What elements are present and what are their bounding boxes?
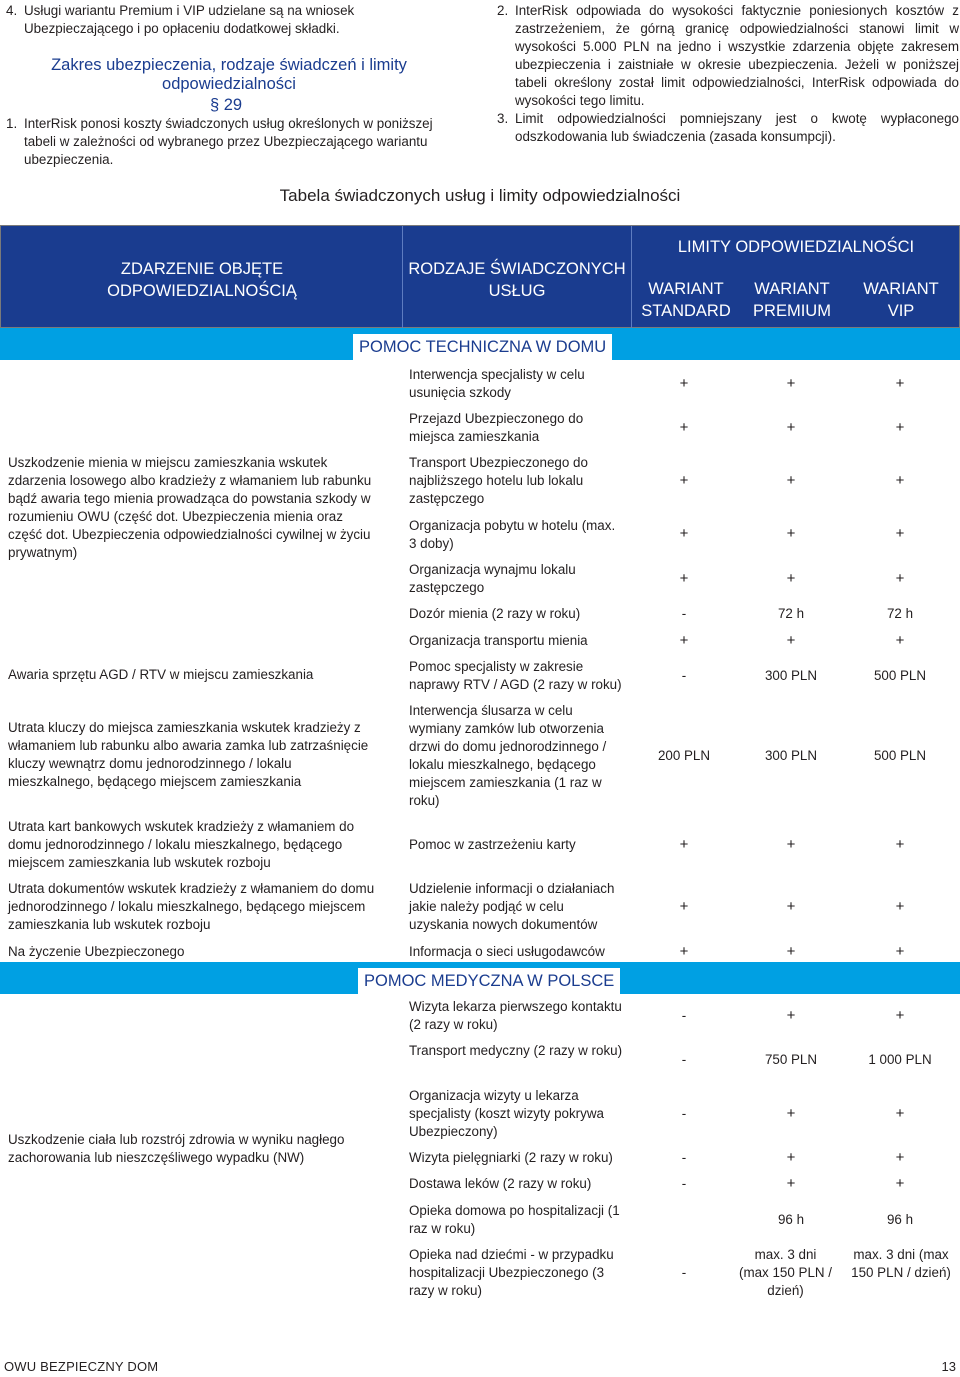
value-vip: + <box>895 525 905 542</box>
service-cell: Organizacja transportu mienia <box>409 633 588 648</box>
service-cell: Transport Ubezpieczonego do najbliższego hotelu lub lokalu zastępczego <box>409 455 588 506</box>
table-header <box>0 225 960 328</box>
intro-item-1-text: InterRisk ponosi koszty świadczonych usług określonych w poniższej tabeli w zależności od wybranego przez Ubezpieczającego wariantu ubezpieczenia. <box>24 116 433 167</box>
service-cell: Wizyta pielęgniarki (2 razy w roku) <box>409 1150 613 1165</box>
value-premium: + <box>786 632 796 649</box>
intro-right-column <box>497 2 959 146</box>
service-cell: Przejazd Ubezpieczonego do miejsca zamieszkania <box>409 411 584 444</box>
section-heading: Zakres ubezpieczenia, rodzaje świadczeń i limity odpowiedzialności <box>51 56 407 93</box>
value-premium: 750 PLN <box>764 1052 818 1067</box>
header-divider <box>631 226 632 329</box>
value-premium: max. 3 dni (max 150 PLN / dzień) <box>738 1247 833 1298</box>
value-premium: + <box>786 898 796 915</box>
section-band-medical <box>0 962 960 994</box>
value-standard: 200 PLN <box>657 748 711 763</box>
value-vip: + <box>895 943 905 960</box>
intro-item-3-text: Limit odpowiedzialności pomniejszany jest o kwotę wypłaconego odszkodowania lub świadczenia (zasada konsumpcji). <box>515 111 959 144</box>
value-vip: + <box>895 836 905 853</box>
value-standard: - <box>681 1106 687 1121</box>
value-vip: 96 h <box>886 1212 914 1227</box>
value-premium: + <box>786 1105 796 1122</box>
value-vip: + <box>895 632 905 649</box>
event-appliance-failure: Awaria sprzętu AGD / RTV w miejscu zamieszkania <box>8 667 314 682</box>
value-standard: - <box>681 1265 687 1280</box>
value-standard: + <box>679 898 689 915</box>
value-premium: + <box>786 1175 796 1192</box>
event-property-damage: Uszkodzenie mienia w miejscu zamieszkania wskutek zdarzenia losowego albo kradzieży z włamaniem lub rabunku bądź awaria tego mienia prowadząca do powstania szkody w rozumieniu OWU (część dot. Ubezpieczenia mienia oraz część dot. Ubezpieczenia odpowiedzialności cywilnej w życiu prywatnym) <box>8 455 372 560</box>
value-premium: 300 PLN <box>764 668 818 683</box>
value-vip: 500 PLN <box>873 668 927 683</box>
event-lost-documents: Utrata dokumentów wskutek kradzieży z włamaniem do domu jednorodzinnego / lokalu mieszkalnego, będącego miejscem zamieszkania lub wskutek rozboju <box>8 881 375 932</box>
value-premium: + <box>786 943 796 960</box>
footer-page-number: 13 <box>941 1359 956 1374</box>
value-vip: + <box>895 472 905 489</box>
value-standard: + <box>679 836 689 853</box>
section-band-technical <box>0 328 960 360</box>
value-vip: + <box>895 1175 905 1192</box>
intro-item-2-number: 2. <box>497 3 509 18</box>
header-event: ZDARZENIE OBJĘTE ODPOWIEDZIALNOŚCIĄ <box>107 260 297 300</box>
value-premium: + <box>786 1149 796 1166</box>
header-standard: WARIANT STANDARD <box>641 280 731 320</box>
value-vip: + <box>895 1105 905 1122</box>
service-cell: Udzielenie informacji o działaniach jakie należy podjąć w celu uzyskania nowych dokumentów <box>409 881 615 932</box>
service-cell: Opieka nad dziećmi - w przypadku hospitalizacji Ubezpieczonego (3 razy w roku) <box>409 1247 614 1298</box>
section-label-medical: POMOC MEDYCZNA W POLSCE <box>358 968 620 994</box>
value-vip: 500 PLN <box>873 748 927 763</box>
value-premium: + <box>786 472 796 489</box>
service-cell: Opieka domowa po hospitalizacji (1 raz w roku) <box>409 1203 620 1236</box>
header-divider <box>402 226 403 329</box>
header-vip: WARIANT VIP <box>863 280 939 320</box>
service-cell: Interwencja specjalisty w celu usunięcia szkody <box>409 367 585 400</box>
intro-section <box>0 2 960 167</box>
intro-item-4-number: 4. <box>6 3 18 18</box>
service-cell: Informacja o sieci usługodawców <box>409 944 605 959</box>
value-standard: - <box>681 1176 687 1191</box>
section-number: § 29 <box>209 96 243 114</box>
value-standard: - <box>681 1150 687 1165</box>
service-cell: Organizacja wynajmu lokalu zastępczego <box>409 562 576 595</box>
intro-item-2-text: InterRisk odpowiada do wysokości faktycznie poniesionych kosztów z zastrzeżeniem, że górną granicę odpowiedzialności stanowi limit w wysokości 5.000 PLN na jedno i wszystkie zdarzenia objęte zakresem ubezpieczenia i zaistniałe w okresie ubezpieczenia. Jeżeli w poniższej tabeli określony został limit odpowiedzialności, InterRisk odpowiada do wysokości tego limitu. <box>515 3 959 108</box>
value-vip: + <box>895 419 905 436</box>
value-standard: + <box>679 419 689 436</box>
value-standard: - <box>681 1052 687 1067</box>
service-cell: Pomoc w zastrzeżeniu karty <box>409 837 576 852</box>
section-label-technical: POMOC TECHNICZNA W DOMU <box>353 334 612 360</box>
value-standard: + <box>679 570 689 587</box>
value-vip: 72 h <box>886 606 914 621</box>
value-standard: - <box>681 606 687 621</box>
value-standard: + <box>679 632 689 649</box>
footer-document-name: OWU BEZPIECZNY DOM <box>4 1359 159 1374</box>
value-vip: 1 000 PLN <box>868 1052 932 1067</box>
service-cell: Dostawa leków (2 razy w roku) <box>409 1176 592 1191</box>
service-cell: Organizacja pobytu w hotelu (max. 3 doby) <box>409 518 616 551</box>
value-premium: + <box>786 375 796 392</box>
intro-left-column <box>6 2 466 169</box>
table-title: Tabela świadczonych usług i limity odpowiedzialności <box>279 186 681 205</box>
service-cell: Pomoc specjalisty w zakresie naprawy RTV / AGD (2 razy w roku) <box>409 659 622 692</box>
header-premium: WARIANT PREMIUM <box>753 280 831 320</box>
intro-item-1-number: 1. <box>6 116 18 131</box>
event-health-damage: Uszkodzenie ciała lub rozstrój zdrowia w wyniku nagłego zachorowania lub nieszczęśliwego wypadku (NW) <box>8 1132 345 1165</box>
value-standard: - <box>681 1008 687 1023</box>
event-lost-keys: Utrata kluczy do miejsca zamieszkania wskutek kradzieży z włamaniem lub rabunku albo awaria zamka lub zatrzaśnięcie kluczy wewnątrz domu jednorodzinnego / lokalu mieszkalnego, będącego miejscem zamieszkania <box>8 720 369 789</box>
service-cell: Wizyta lekarza pierwszego kontaktu (2 razy w roku) <box>409 999 622 1032</box>
value-premium: + <box>786 1007 796 1024</box>
value-standard: + <box>679 472 689 489</box>
intro-item-4-text: Usługi wariantu Premium i VIP udzielane są na wniosek Ubezpieczającego i po opłaceniu dodatkowej składki. <box>24 3 355 36</box>
header-limits: LIMITY ODPOWIEDZIALNOŚCI <box>677 238 915 256</box>
value-premium: + <box>786 525 796 542</box>
value-vip: + <box>895 570 905 587</box>
event-on-request: Na życzenie Ubezpieczonego <box>8 944 185 959</box>
value-vip: + <box>895 1007 905 1024</box>
intro-item-4 <box>6 2 466 38</box>
service-cell: Organizacja wizyty u lekarza specjalisty (koszt wizyty pokrywa Ubezpieczony) <box>409 1088 604 1139</box>
value-vip: + <box>895 375 905 392</box>
value-premium: 300 PLN <box>764 748 818 763</box>
event-lost-cards: Utrata kart bankowych wskutek kradzieży z włamaniem do domu jednorodzinnego / lokalu mieszkalnego, będącego miejscem zamieszkania lub wskutek rozboju <box>8 819 355 870</box>
value-vip: + <box>895 1149 905 1166</box>
value-standard: - <box>681 668 687 683</box>
value-vip: max. 3 dni (max 150 PLN / dzień) <box>851 1247 951 1280</box>
value-standard: + <box>679 525 689 542</box>
intro-item-3-number: 3. <box>497 111 509 126</box>
value-premium: + <box>786 570 796 587</box>
value-premium: 96 h <box>777 1212 805 1227</box>
header-services: RODZAJE ŚWIADCZONYCH USŁUG <box>408 260 626 300</box>
value-standard: + <box>679 943 689 960</box>
service-cell: Transport medyczny (2 razy w roku) <box>409 1043 623 1058</box>
intro-item-2 <box>497 2 959 110</box>
intro-item-3 <box>497 110 959 146</box>
value-premium: + <box>786 419 796 436</box>
value-premium: + <box>786 836 796 853</box>
value-vip: + <box>895 898 905 915</box>
value-standard: + <box>679 375 689 392</box>
value-premium: 72 h <box>777 606 805 621</box>
service-cell: Dozór mienia (2 razy w roku) <box>409 606 581 621</box>
intro-item-1 <box>6 115 466 169</box>
service-cell: Interwencja ślusarza w celu wymiany zamków lub otworzenia drzwi do domu jednorodzinnego / lokalu mieszkalnego, będącego miejscem zamieszkania (1 raz w roku) <box>409 703 607 808</box>
